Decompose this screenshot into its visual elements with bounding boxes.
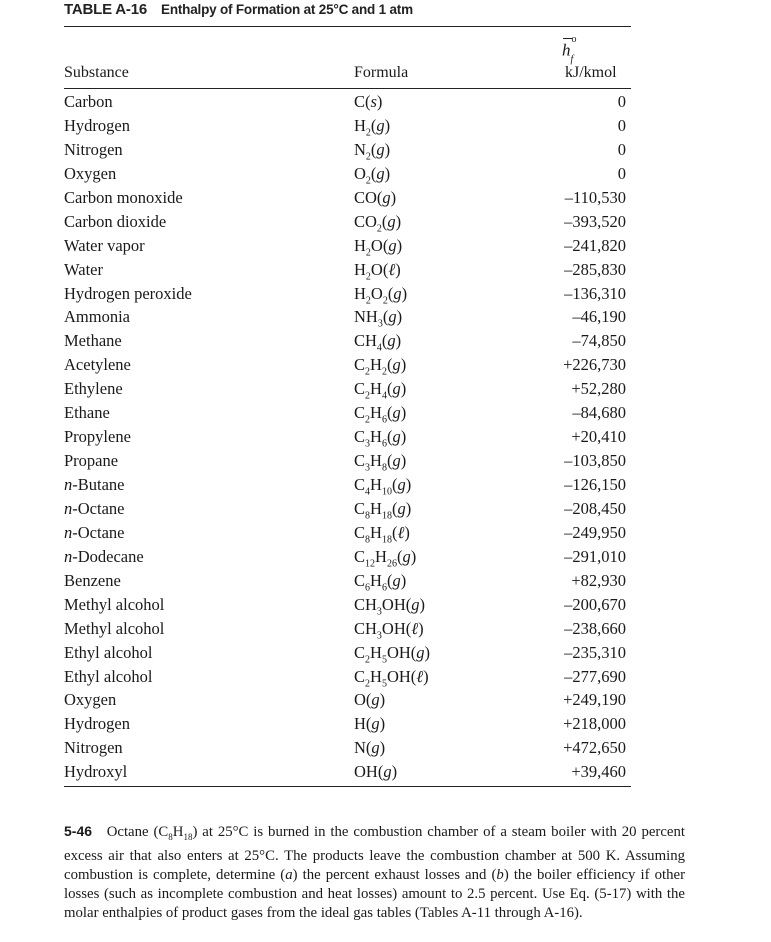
- formula-cell: $C_2H_6(g)$: [354, 403, 407, 426]
- formula-cell: $C_2H_5OH(\ell)$: [354, 666, 429, 689]
- enthalpy-value-cell: –126,150: [564, 475, 626, 494]
- enthalpy-value-cell: –200,670: [564, 594, 626, 614]
- table-row: [0, 353, 771, 377]
- formula-cell: $C_8H_{18}(g)$: [354, 498, 412, 522]
- formula-cell: $CO_2(g)$: [354, 211, 402, 234]
- formula-cell: $C_3H_6(g)$: [354, 427, 407, 450]
- substance-cell: Hydrogen: [64, 714, 130, 734]
- formula-cell: $C_3H_8(g)$: [354, 451, 407, 474]
- formula-cell: $C_6H_6(g)$: [354, 570, 407, 594]
- formula-cell: $H_2(g)$: [354, 115, 391, 139]
- substance-cell: n-Dodecane: [64, 546, 144, 566]
- table-row: [0, 90, 771, 114]
- substance-cell: Propane: [64, 451, 119, 471]
- table-row: [0, 521, 771, 545]
- table-row: [0, 617, 771, 641]
- table-row: [0, 377, 771, 401]
- enthalpy-value-cell: 0: [617, 115, 626, 135]
- enthalpy-value-cell: +20,410: [571, 427, 626, 447]
- table-row: [0, 569, 771, 593]
- enthalpy-value-cell: –110,530: [564, 187, 626, 207]
- enthalpy-value-cell: +52,280: [571, 379, 626, 399]
- substance-cell: n-Octane: [64, 522, 125, 542]
- table-row: [0, 593, 771, 617]
- enthalpy-value-cell: –285,830: [564, 259, 626, 279]
- substance-cell: Ethyl alcohol: [64, 666, 153, 686]
- table-row: [0, 712, 771, 736]
- formula-cell: $C_8H_{18}(\ell)$: [354, 522, 410, 546]
- table-row: [0, 760, 771, 784]
- enthalpy-value-cell: –103,850: [564, 451, 626, 471]
- substance-cell: Nitrogen: [64, 139, 123, 159]
- problem-text: Octane $(C_8H_{18})$ at 25°C is burned in the combustion chamber of a steam boiler with 20 percent excess air that also enters at 25°C. The products leave the combustion chamber at 500 K. Assuming combustion is complete, determine (a) the percent exhaust losses and (b) the boiler efficiency if other losses (such as incomplete combustion and heat losses) amount to 2.5 percent. Use Eq. (5-17) with the molar enthalpies of product gases from the ideal gas tables (Tables A-11 through A-16).: [64, 824, 685, 921]
- table-row: [0, 162, 771, 186]
- table-row: [0, 210, 771, 234]
- substance-cell: Ammonia: [64, 307, 130, 327]
- substance-cell: Ethyl alcohol: [64, 642, 153, 662]
- enthalpy-symbol-base: h: [562, 40, 571, 60]
- table-title: [64, 0, 413, 22]
- formula-cell: $O_2(g)$: [354, 163, 391, 187]
- enthalpy-value-cell: 0: [617, 92, 626, 111]
- header-formula: Formula: [354, 64, 409, 81]
- enthalpy-value-cell: +226,730: [563, 355, 626, 375]
- formula-cell: $C_4H_{10}(g)$: [354, 475, 412, 498]
- enthalpy-value-cell: –84,680: [572, 403, 626, 423]
- table-body: [0, 90, 771, 784]
- enthalpy-value-cell: +218,000: [563, 714, 626, 734]
- enthalpy-value-cell: –238,660: [564, 618, 626, 638]
- enthalpy-value-cell: –393,520: [564, 211, 626, 231]
- formula-cell: C(s): [354, 92, 383, 111]
- formula-cell: $CH_3OH(\ell)$: [354, 618, 424, 641]
- substance-cell: Methyl alcohol: [64, 618, 165, 638]
- header-substance: Substance: [64, 64, 129, 81]
- enthalpy-value-cell: –249,950: [564, 522, 626, 542]
- enthalpy-value-cell: –277,690: [564, 666, 626, 686]
- table-caption: Enthalpy of Formation at 25°C and 1 atm: [161, 2, 413, 17]
- substance-cell: Methyl alcohol: [64, 594, 165, 614]
- substance-cell: Hydroxyl: [64, 762, 128, 782]
- formula-cell: $H_2O(\ell)$: [354, 259, 401, 282]
- substance-cell: Ethylene: [64, 379, 123, 399]
- table-label: TABLE A-16: [64, 1, 148, 18]
- formula-cell: $NH_3(g)$: [354, 307, 403, 330]
- problem-statement: [64, 822, 685, 923]
- substance-cell: Ethane: [64, 403, 110, 423]
- table-row: [0, 138, 771, 162]
- table-row: [0, 401, 771, 425]
- problem-number: 5-46: [64, 823, 93, 839]
- substance-cell: n-Octane: [64, 498, 125, 518]
- substance-cell: Benzene: [64, 570, 121, 590]
- formula-cell: $H_2O(g)$: [354, 235, 403, 258]
- enthalpy-symbol-sup: o: [571, 34, 577, 45]
- formula-cell: $C_2H_4(g)$: [354, 379, 407, 402]
- formula-cell: H(g): [354, 714, 386, 734]
- table-row: [0, 449, 771, 473]
- table-row: [0, 497, 771, 521]
- enthalpy-value-cell: –46,190: [572, 307, 626, 327]
- bottom-rule: [64, 786, 631, 787]
- overbar: [563, 38, 572, 39]
- formula-cell: $C_{12}H_{26}(g)$: [354, 546, 417, 570]
- formula-cell: N(g): [354, 738, 386, 758]
- header-rule: [64, 88, 631, 89]
- table-row: [0, 329, 771, 353]
- substance-cell: Hydrogen peroxide: [64, 283, 192, 303]
- table-row: [0, 736, 771, 760]
- substance-cell: Oxygen: [64, 163, 117, 183]
- substance-cell: Propylene: [64, 427, 131, 447]
- table-row: [0, 665, 771, 689]
- substance-cell: Carbon: [64, 92, 113, 111]
- formula-cell: $H_2O_2(g)$: [354, 283, 408, 306]
- enthalpy-symbol-sub: f: [570, 54, 574, 66]
- table-row: [0, 186, 771, 210]
- enthalpy-value-cell: +472,650: [563, 738, 626, 758]
- formula-cell: O(g): [354, 690, 386, 710]
- enthalpy-value-cell: 0: [617, 139, 626, 159]
- table-row: [0, 258, 771, 282]
- enthalpy-value-cell: +249,190: [563, 690, 626, 710]
- enthalpy-value-cell: 0: [617, 163, 626, 183]
- formula-cell: $CH_3OH(g)$: [354, 594, 425, 617]
- formula-cell: OH(g): [354, 762, 398, 782]
- table-row: [0, 641, 771, 665]
- substance-cell: Water vapor: [64, 235, 145, 255]
- substance-cell: Methane: [64, 331, 122, 351]
- enthalpy-value-cell: –235,310: [564, 642, 626, 662]
- enthalpy-value-cell: –74,850: [572, 331, 626, 351]
- enthalpy-value-cell: +82,930: [571, 570, 626, 590]
- substance-cell: Nitrogen: [64, 738, 123, 758]
- substance-cell: Acetylene: [64, 355, 131, 375]
- table-row: [0, 688, 771, 712]
- table-row: [0, 282, 771, 306]
- substance-cell: n-Butane: [64, 475, 125, 494]
- table-row: [0, 305, 771, 329]
- enthalpy-value-cell: +39,460: [571, 762, 626, 782]
- substance-cell: Carbon dioxide: [64, 211, 167, 231]
- enthalpy-value-cell: –241,820: [564, 235, 626, 255]
- top-rule: [64, 26, 631, 27]
- formula-cell: CO(g): [354, 187, 397, 207]
- substance-cell: Water: [64, 259, 103, 279]
- table-row: [0, 234, 771, 258]
- substance-cell: Hydrogen: [64, 115, 130, 135]
- formula-cell: $N_2(g)$: [354, 139, 391, 163]
- table-row: [0, 473, 771, 497]
- formula-cell: $CH_4(g)$: [354, 331, 402, 354]
- substance-cell: Carbon monoxide: [64, 187, 183, 207]
- table-row: [0, 425, 771, 449]
- enthalpy-value-cell: –208,450: [564, 498, 626, 518]
- table-row: [0, 114, 771, 138]
- formula-cell: $C_2H_5OH(g)$: [354, 642, 431, 665]
- enthalpy-value-cell: –291,010: [564, 546, 626, 566]
- substance-cell: Oxygen: [64, 690, 117, 710]
- table-row: [0, 545, 771, 569]
- header-unit: kJ/kmol: [565, 64, 617, 81]
- enthalpy-value-cell: –136,310: [564, 283, 626, 303]
- formula-cell: $C_2H_2(g)$: [354, 355, 407, 378]
